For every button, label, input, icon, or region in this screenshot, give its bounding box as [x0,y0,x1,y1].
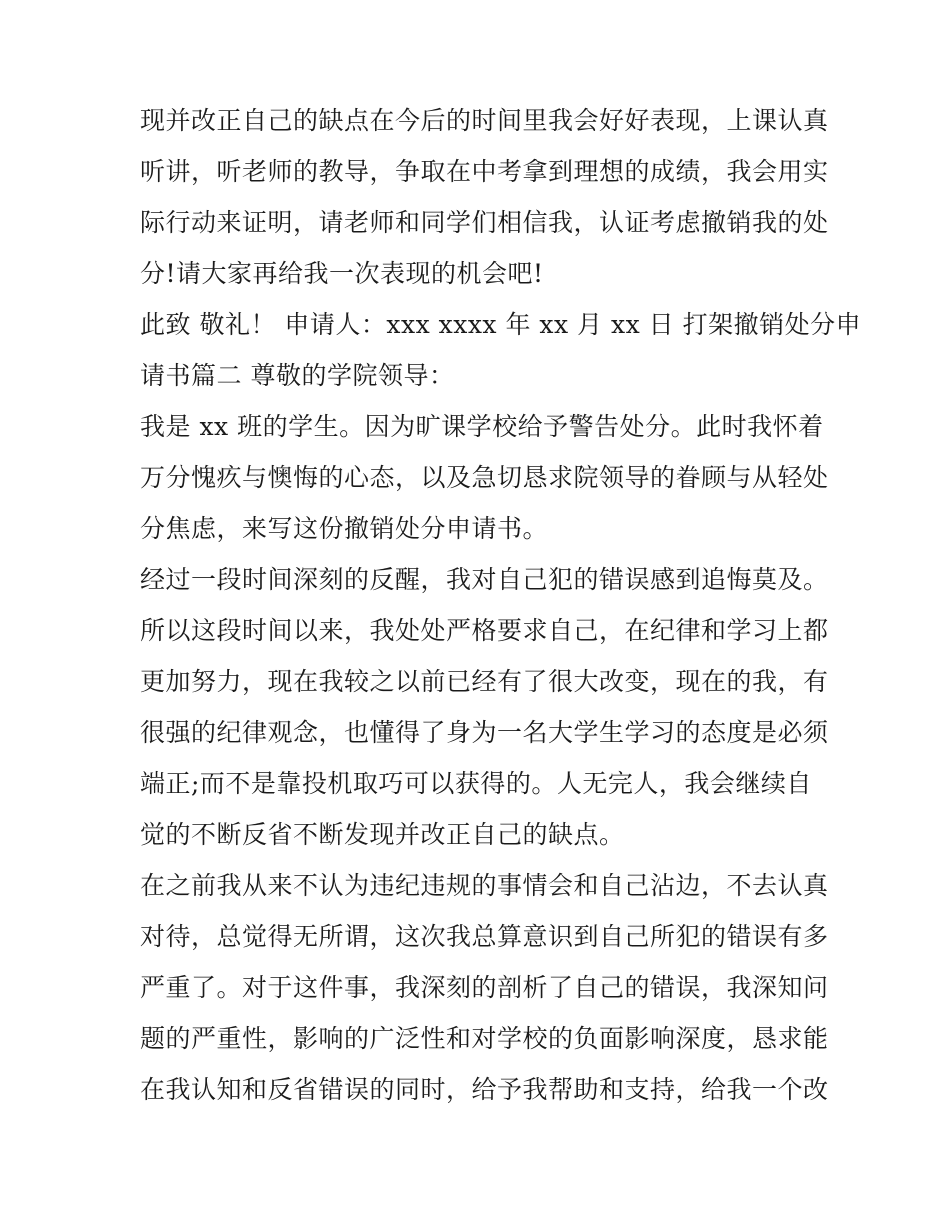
text-line: 经过一段时间深刻的反醒，我对自己犯的错误感到追悔莫及。 [140,565,829,594]
text-line: 万分愧疚与懊悔的心态，以及急切恳求院领导的眷顾与从轻处 [140,463,829,492]
text-line: 在之前我从来不认为违纪违规的事情会和自己沾边，不去认真 [140,871,829,900]
text-line: 觉的不断反省不断发现并改正自己的缺点。 [140,820,625,849]
text-line: 听讲，听老师的教导，争取在中考拿到理想的成绩，我会用实 [140,157,829,186]
text-line: 际行动来证明，请老师和同学们相信我，认证考虑撤销我的处 [140,208,829,237]
text-line: 我是 xx 班的学生。因为旷课学校给予警告处分。此时我怀着 [140,412,824,441]
text-line: 现并改正自己的缺点在今后的时间里我会好好表现，上课认真 [140,106,829,135]
text-line: 所以这段时间以来，我处处严格要求自己，在纪律和学习上都 [140,616,829,645]
text-line: 严重了。对于这件事，我深刻的剖析了自己的错误，我深知问 [140,973,829,1002]
text-line: 很强的纪律观念，也懂得了身为一名大学生学习的态度是必须 [140,718,829,747]
text-line: 端正;而不是靠投机取巧可以获得的。人无完人，我会继续自 [140,769,812,798]
text-line: 此致 敬礼！ 申请人：xxx xxxx 年 xx 月 xx 日 打架撤销处分申 [140,310,862,339]
text-line: 分!请大家再给我一次表现的机会吧! [140,259,544,288]
text-line: 对待，总觉得无所谓，这次我总算意识到自己所犯的错误有多 [140,922,829,951]
text-line: 请书篇二 尊敬的学院领导： [140,361,455,390]
text-line: 在我认知和反省错误的同时，给予我帮助和支持，给我一个改 [140,1075,829,1104]
text-line: 题的严重性，影响的广泛性和对学校的负面影响深度，恳求能 [140,1024,829,1053]
text-line: 分焦虑，来写这份撤销处分申请书。 [140,514,549,543]
text-line: 更加努力，现在我较之以前已经有了很大改变，现在的我，有 [140,667,829,696]
document-body [140,106,862,1128]
